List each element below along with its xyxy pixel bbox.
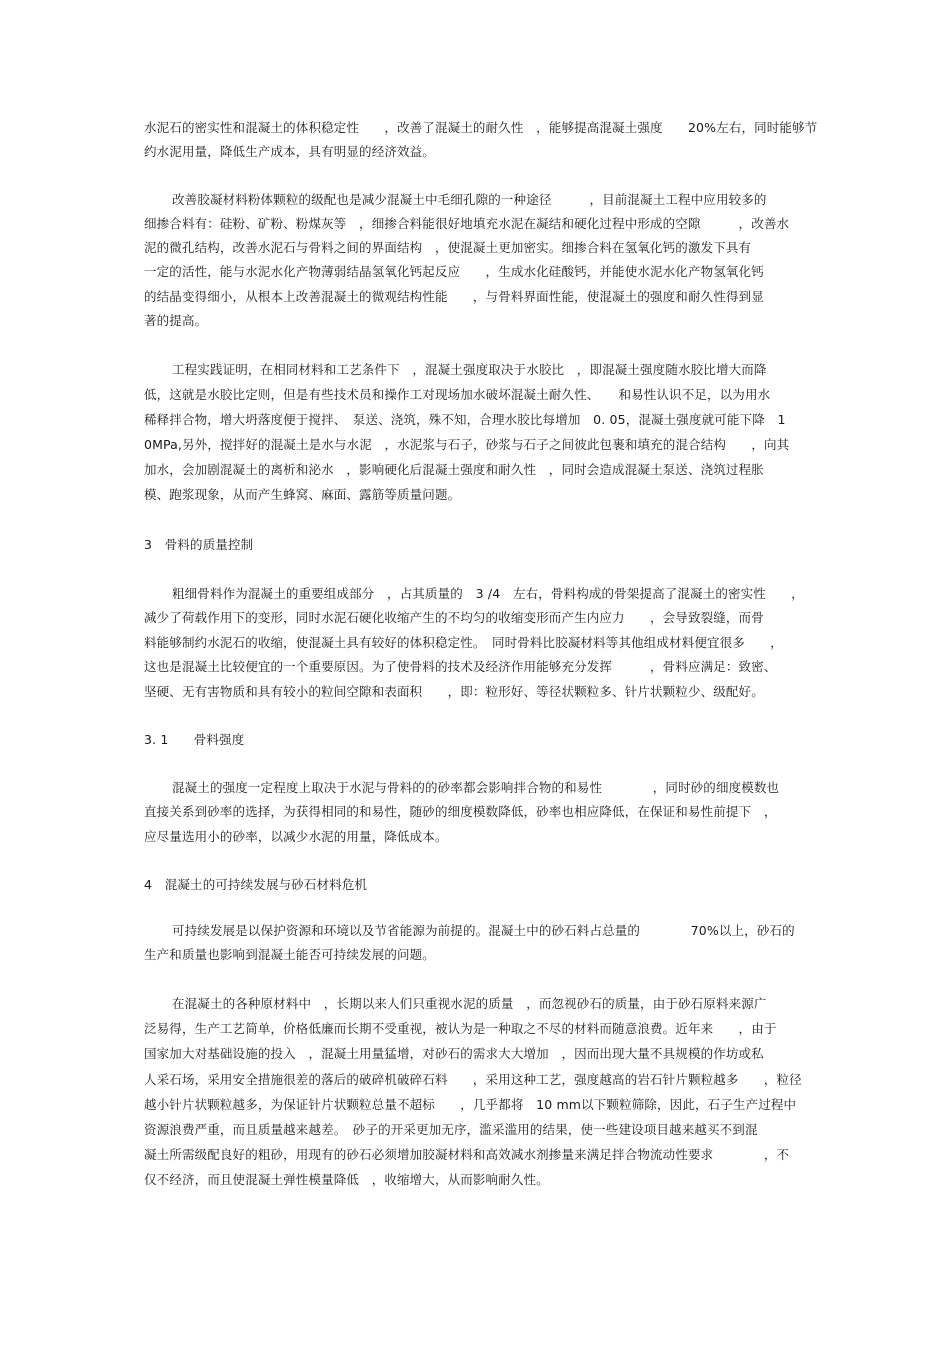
text-line: 仅不经济，而且使混凝土弹性模量降低 ，收缩增大，从而影响耐久性。 — [144, 1172, 549, 1187]
text-line: 减少了荷载作用下的变形，同时水泥石硬化收缩产生的不均匀的收缩变形而产生内应力 ，会导致裂缝，而骨 — [144, 610, 764, 625]
text-line: 人采石场，采用安全措施很差的落后的破碎机破碎石料 ，采用这种工艺，强度越高的岩石针片颗粒越多 ，粒径 — [144, 1072, 802, 1087]
text-line: 越小针片状颗粒越多，为保证针片状颗粒总量不超标 ，几乎都将 10 mm以下颗粒筛除，因此，石子生产过程中 — [144, 1097, 797, 1112]
text-line: 料能够制约水泥石的收缩，使混凝土具有较好的体积稳定性。 同时骨料比胶凝材料等其他组成材料便宜很多 ， — [144, 635, 783, 650]
text-line: 混凝土的强度一定程度上取决于水泥与骨料的的砂率都会影响拌合物的和易性 ，同时砂的细度模数也 — [172, 780, 780, 795]
text-line: 约水泥用量，降低生产成本，具有明显的经济效益。 — [144, 144, 435, 159]
text-line: 在混凝土的各种原材料中 ，长期以来人们只重视水泥的质量 ，而忽视砂石的质量，由于砂石原料来源广 — [172, 996, 767, 1011]
text-line: 0MPa,另外，搅拌好的混凝土是水与水泥 ，水泥浆与石子，砂浆与石子之间彼此包裹和填充的混合结构 ，向其 — [144, 437, 790, 452]
text-line: 泥的微孔结构，改善水泥石与骨料之间的界面结构 ，使混凝土更加密实。细掺合料在氢氧化钙的激发下具有 — [144, 240, 752, 255]
text-line: 著的提高。 — [144, 313, 208, 328]
text-line: 加水，会加剧混凝土的离析和泌水 ，影响硬化后混凝土强度和耐久性 ，同时会造成混凝土泵送、浇筑过程胀 — [144, 462, 764, 477]
section-heading: 4 混凝土的可持续发展与砂石材料危机 — [144, 877, 368, 892]
text-line: 直接关系到砂率的选择，为获得相同的和易性，随砂的细度模数降低，砂率也相应降低，在保证和易性前提下 ， — [144, 804, 777, 819]
text-line: 改善胶凝材料粉体颗粒的级配也是减少混凝土中毛细孔隙的一种途径 ，目前混凝土工程中应用较多的 — [172, 192, 767, 207]
text-line: 生产和质量也影响到混凝土能否可持续发展的问题。 — [144, 947, 435, 962]
text-line: 工程实践证明，在相同材料和工艺条件下 ，混凝土强度取决于水胶比 ，即混凝土强度随水胶比增大而降 — [172, 362, 767, 377]
text-line: 细掺合料有：硅粉、矿粉、粉煤灰等 ，细掺合料能很好地填充水泥在凝结和硬化过程中形成的空隙 ，改善水 — [144, 216, 790, 231]
text-line: 水泥石的密实性和混凝土的体积稳定性 ，改善了混凝土的耐久性 ，能够提高混凝土强度 20%左右，同时能够节 — [144, 120, 818, 135]
text-line: 模、跑浆现象，从而产生蜂窝、麻面、露筋等质量问题。 — [144, 487, 461, 502]
text-line: 一定的活性，能与水泥水化产物薄弱结晶氢氧化钙起反应 ，生成水化硅酸钙，并能使水泥水化产物氢氧化钙 — [144, 264, 764, 279]
text-line: 低，这就是水胶比定则，但是有些技术员和操作工对现场加水破坏混凝土耐久性、 和易性认识不足，以为用水 — [144, 387, 771, 402]
text-line: 坚硬、无有害物质和具有较小的粒间空隙和表面积 ，即：粒形好、等径状颗粒多、针片状颗粒少、级配好。 — [144, 684, 764, 699]
text-line: 的结晶变得细小，从根本上改善混凝土的微观结构性能 ，与骨料界面性能，使混凝土的强度和耐久性得到显 — [144, 289, 764, 304]
text-line: 这也是混凝土比较便宜的一个重要原因。为了使骨料的技术及经济作用能够充分发挥 ，骨料应满足：致密、 — [144, 659, 777, 674]
text-line: 粗细骨料作为混凝土的重要组成部分 ，占其质量的 3 /4 左右，骨料构成的骨架提高了混凝土的密实性 ， — [172, 586, 804, 601]
text-line: 资源浪费严重，而且质量越来越差。 砂子的开采更加无序，滥采滥用的结果，使一些建设项目越来越买不到混 — [144, 1122, 758, 1137]
section-heading: 3. 1 骨料强度 — [144, 732, 245, 747]
text-line: 泛易得，生产工艺简单，价格低廉而长期不受重视，被认为是一种取之不尽的材料而随意浪费。近年来 ，由于 — [144, 1021, 777, 1036]
text-line: 稀释拌合物，增大坍落度便于搅拌、 泵送、浇筑，殊不知，合理水胶比每增加 0. 05，混凝土强度就可能下降 1 — [144, 412, 786, 427]
text-line: 应尽量选用小的砂率，以减少水泥的用量，降低成本。 — [144, 829, 448, 844]
text-line: 可持续发展是以保护资源和环境以及节省能源为前提的。混凝土中的砂石料占总量的 70%以上，砂石的 — [172, 923, 795, 938]
text-line: 国家加大对基础设施的投入 ，混凝土用量猛增，对砂石的需求大大增加 ，因而出现大量不具规模的作坊或私 — [144, 1046, 764, 1061]
section-heading: 3 骨料的质量控制 — [144, 537, 254, 552]
text-line: 凝土所需级配良好的粗砂，用现有的砂石必须增加胶凝材料和高效减水剂掺量来满足拌合物流动性要求 ，不 — [144, 1147, 790, 1162]
